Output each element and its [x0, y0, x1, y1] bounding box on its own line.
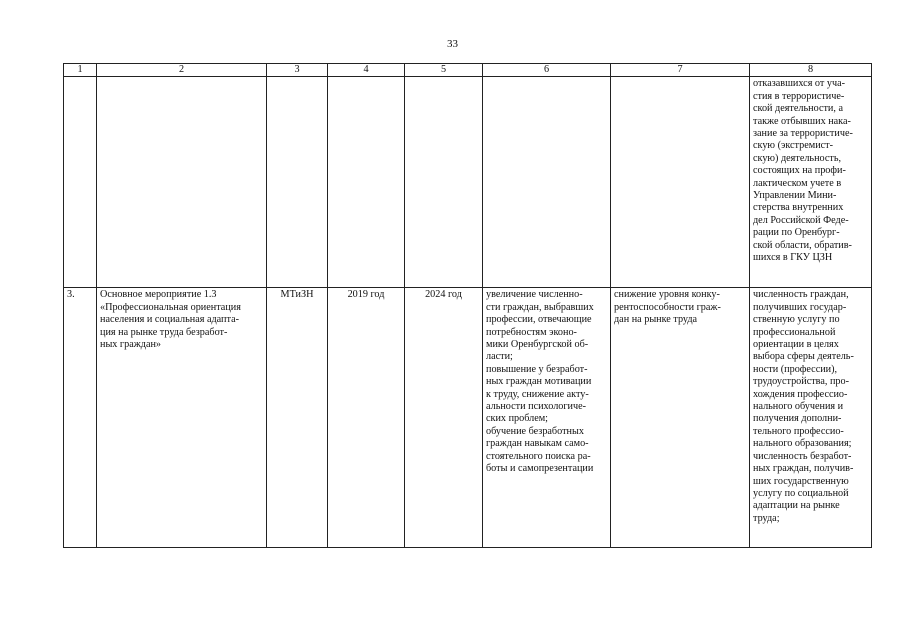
text-line: зание за террористиче-	[753, 128, 853, 140]
text-line: численность граждан,	[753, 289, 849, 301]
text-line: снижение уровня конку-	[614, 289, 720, 301]
header-cell-4: 4	[328, 64, 405, 77]
table-row	[64, 288, 872, 548]
text-line: обучение безработных	[486, 425, 584, 437]
text-line: рации по Оренбург-	[753, 227, 840, 239]
text-line: боты и самопрезентации	[486, 463, 594, 475]
text-line: выбора сферы деятель-	[753, 351, 854, 363]
text-line: ориентации в целях	[753, 339, 839, 351]
text-line: профессиональной	[753, 326, 836, 338]
text-line: состоящих на профи-	[753, 165, 846, 177]
text-line: дан на рынке труда	[614, 314, 698, 326]
text-line: ных граждан»	[100, 339, 162, 351]
text-line: ской области, обратив-	[753, 239, 852, 251]
text-line: стоятельного поиска ра-	[486, 450, 591, 462]
text-line: скую (экстремист-	[753, 140, 834, 152]
text-line: дел Российской Феде-	[753, 214, 849, 226]
text-line: увеличение численно-	[486, 289, 583, 301]
cell-expected-result	[483, 77, 611, 288]
table-row	[64, 77, 872, 288]
text-line: ности (профессии),	[753, 363, 838, 375]
text-line: услугу по социальной	[753, 487, 849, 499]
header-cell-5: 5	[405, 64, 483, 77]
cell-start-year: 2019 год	[328, 288, 405, 548]
text-line: ных граждан мотивации	[486, 376, 592, 388]
cell-expected-result	[483, 288, 611, 548]
text-line: нального образования;	[753, 438, 852, 450]
text-line: ственную услугу по	[753, 314, 840, 326]
text-line: адаптации на рынке	[753, 500, 840, 512]
text-line: шихся в ГКУ ЦЗН	[753, 252, 833, 264]
text-line: нального обучения и	[753, 401, 844, 413]
text-line: ской деятельности, а	[753, 103, 843, 115]
text-line: трудоустройства, про-	[753, 376, 850, 388]
text-line: численность безработ-	[753, 450, 852, 462]
text-line: также отбывших нака-	[753, 115, 851, 127]
header-cell-6: 6	[483, 64, 611, 77]
text-line: мики Оренбургской об-	[486, 339, 589, 351]
cell-consequences	[611, 77, 750, 288]
header-cell-3: 3	[267, 64, 328, 77]
text-line: стия в террористиче-	[753, 90, 845, 102]
header-cell-2: 2	[97, 64, 267, 77]
cell-number: 3.	[64, 288, 97, 548]
header-row	[64, 64, 872, 77]
text-line: повышение у безработ-	[486, 363, 588, 375]
text-line: хождения профессио-	[753, 388, 848, 400]
text-line: профессии, отвечающие	[486, 314, 592, 326]
text-line: потребностям эконо-	[486, 326, 577, 338]
header-cell-1: 1	[64, 64, 97, 77]
text-line: к труду, снижение акту-	[486, 388, 589, 400]
text-line: ласти;	[486, 351, 513, 363]
text-line: граждан навыкам само-	[486, 438, 589, 450]
cell-indicators	[750, 288, 872, 548]
text-line: лактическом учете в	[753, 177, 842, 189]
header-cell-7: 7	[611, 64, 750, 77]
text-line: ных граждан, получив-	[753, 463, 854, 475]
cell-executor	[267, 77, 328, 288]
cell-end-year	[405, 77, 483, 288]
cell-consequences	[611, 288, 750, 548]
text-line: стерства внутренних	[753, 202, 844, 214]
page-number: 33	[447, 38, 458, 50]
text-line: получивших государ-	[753, 301, 847, 313]
cell-executor: МТиЗН	[267, 288, 328, 548]
text-line: тельного профессио-	[753, 425, 844, 437]
text-line: Управлении Мини-	[753, 190, 837, 202]
text-line: ших государственную	[753, 475, 849, 487]
cell-end-year: 2024 год	[405, 288, 483, 548]
cell-start-year	[328, 77, 405, 288]
text-line: сти граждан, выбравших	[486, 301, 594, 313]
cell-activity	[97, 288, 267, 548]
text-line: ция на рынке труда безработ-	[100, 326, 228, 338]
text-line: Основное мероприятие 1.3	[100, 289, 217, 301]
program-table	[63, 63, 872, 548]
text-line: «Профессиональная ориентация	[100, 301, 241, 313]
header-cell-8: 8	[750, 64, 872, 77]
text-line: населения и социальная адапта-	[100, 314, 239, 326]
cell-indicators	[750, 77, 872, 288]
text-line: труда;	[753, 512, 780, 524]
text-line: получения дополни-	[753, 413, 842, 425]
cell-number	[64, 77, 97, 288]
text-line: рентоспособности граж-	[614, 301, 721, 313]
text-line: ских проблем;	[486, 413, 549, 425]
text-line: скую) деятельность,	[753, 152, 842, 164]
text-line: отказавшихся от уча-	[753, 78, 846, 90]
cell-activity	[97, 77, 267, 288]
text-line: альности психологиче-	[486, 401, 587, 413]
